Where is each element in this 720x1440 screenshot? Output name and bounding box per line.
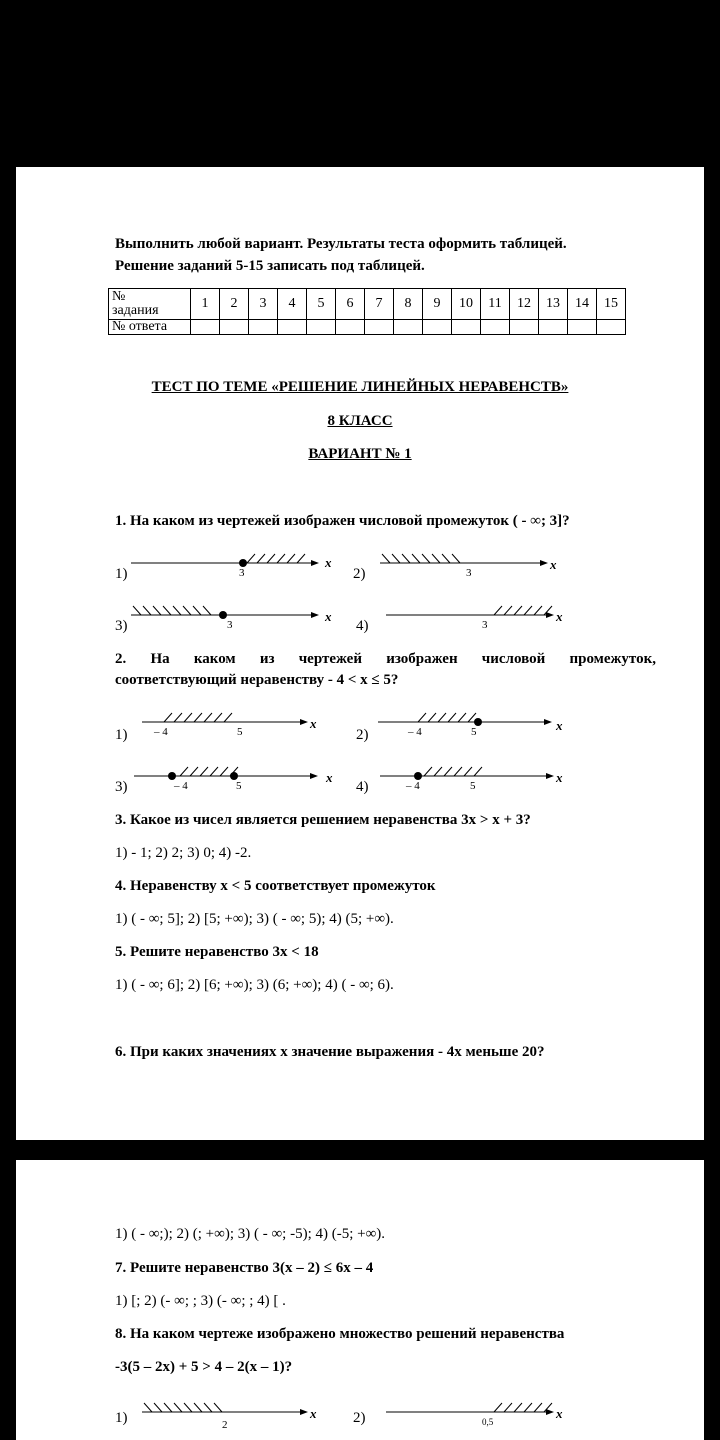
page-2 [16,1160,704,1440]
q1-text: 1. На каком из чертежей изображен числовой промежуток ( - ∞; 3]? [115,513,570,529]
q4-text: 4. Неравенству x < 5 соответствует промежуток [115,878,436,894]
q8-option-2-tick: 0,5 [482,1417,494,1427]
task-number-cell: 7 [365,289,394,320]
answer-cell[interactable] [394,320,423,335]
q2-word: числовой [481,651,546,667]
q6-answers: 1) ( - ∞;); 2) (; +∞); 3) ( - ∞; -5); 4) (-5; +∞). [115,1226,386,1242]
answer-cell[interactable] [423,320,452,335]
q3-text: 3. Какое из чисел является решением неравенства 3x > x + 3? [115,812,531,828]
q4-answers: 1) ( - ∞; 5]; 2) [5; +∞); 3) ( - ∞; 5); 4) (5; +∞). [115,911,394,927]
intro-line-2: Решение заданий 5-15 записать под таблицей. [115,258,425,274]
q2-line-2: соответствующий неравенству - 4 < x ≤ 5? [115,672,399,688]
q8-option-1-number-line [142,1396,342,1432]
answer-cell[interactable] [220,320,249,335]
q1-option-1-label: 1) [115,566,128,582]
answer-table [108,288,626,335]
answer-cell[interactable] [597,320,626,335]
q1-option-4-number-line [386,599,586,629]
task-number-row [109,289,626,320]
axis-label: x [556,1406,563,1421]
axis-label: x [556,770,563,785]
q8-line-1: 8. На каком чертеже изображено множество решений неравенства [115,1326,565,1342]
answer-cell[interactable] [191,320,220,335]
q2-option-1-tick-a: – 4 [154,726,168,738]
q2-word: из [259,651,275,667]
test-title: ТЕСТ ПО ТЕМЕ «РЕШЕНИЕ ЛИНЕЙНЫХ НЕРАВЕНСТВ» [151,379,569,395]
q2-line-1 [115,650,656,668]
q7-text: 7. Решите неравенство 3(x – 2) ≤ 6x – 4 [115,1260,374,1276]
q1-option-2-label: 2) [353,566,366,582]
q2-option-4-label: 4) [356,779,369,795]
q5-text: 5. Решите неравенство 3x < 18 [115,944,319,960]
answer-cell[interactable] [539,320,568,335]
axis-label: x [310,716,317,731]
task-number-cell: 12 [510,289,539,320]
q2-word: изображен [386,651,458,667]
answer-cell[interactable] [278,320,307,335]
answer-cell[interactable] [365,320,394,335]
task-number-cell: 10 [452,289,481,320]
q2-option-4-number-line [380,760,580,790]
q8-option-2-label: 2) [353,1410,366,1426]
task-number-cell: 5 [307,289,336,320]
answer-row [109,320,626,335]
axis-label: x [550,557,557,572]
axis-label: x [556,718,563,733]
task-number-cell: 15 [597,289,626,320]
q1-option-4-tick: 3 [482,619,488,631]
task-number-cell: 4 [278,289,307,320]
q5-answers: 1) ( - ∞; 6]; 2) [6; +∞); 3) (6; +∞); 4) ( - ∞; 6). [115,977,394,993]
axis-label: x [310,1406,317,1421]
q2-option-2-number-line [378,708,578,738]
q8-option-1-tick: 2 [222,1419,228,1431]
task-number-cell: 14 [568,289,597,320]
header-symbol: № [112,289,126,304]
q2-option-3-tick-b: 5 [236,780,242,792]
answer-cell[interactable] [249,320,278,335]
q7-answers: 1) [; 2) (- ∞; ; 3) (- ∞; ; 4) [ . [115,1293,286,1309]
q2-word: 2. [115,651,127,667]
q2-option-2-tick-b: 5 [471,726,477,738]
task-number-cell: 2 [220,289,249,320]
axis-label: x [325,555,332,570]
q2-word: чертежей [298,651,362,667]
page-1 [16,167,704,1140]
answer-cell[interactable] [452,320,481,335]
answer-cell[interactable] [336,320,365,335]
q2-option-3-number-line [134,760,344,790]
q2-option-3-label: 3) [115,779,128,795]
q6-text: 6. При каких значениях x значение выражения - 4x меньше 20? [115,1044,545,1060]
axis-label: x [326,770,333,785]
answer-cell[interactable] [307,320,336,335]
task-number-cell: 13 [539,289,568,320]
q2-option-4-tick-a: – 4 [406,780,420,792]
q2-word: На [150,651,170,667]
q8-option-2-number-line [386,1396,586,1432]
answer-cell[interactable] [510,320,539,335]
q2-option-1-tick-b: 5 [237,726,243,738]
grade-title: 8 КЛАСС [327,413,393,429]
q2-option-2-label: 2) [356,727,369,743]
q2-word: промежуток, [569,651,656,667]
q1-option-2-number-line [380,547,580,577]
task-number-cell: 1 [191,289,220,320]
task-number-cell: 11 [481,289,510,320]
axis-label: x [325,609,332,624]
task-number-cell: 6 [336,289,365,320]
q2-option-1-label: 1) [115,727,128,743]
q1-option-1-tick: 3 [239,567,245,579]
q1-option-3-number-line [131,599,341,629]
axis-label: x [556,609,563,624]
task-number-cell: 9 [423,289,452,320]
task-number-cell: 3 [249,289,278,320]
answer-number-header: № ответа [109,320,191,335]
q2-option-1-number-line [142,708,342,738]
answer-cell[interactable] [481,320,510,335]
q2-word: каком [193,651,236,667]
q2-option-2-tick-a: – 4 [408,726,422,738]
task-number-header [109,289,191,320]
q2-option-4-tick-b: 5 [470,780,476,792]
q1-option-3-label: 3) [115,618,128,634]
header-word: задания [112,303,159,318]
task-number-cell: 8 [394,289,423,320]
intro-line-1: Выполнить любой вариант. Результаты теста оформить таблицей. [115,236,567,252]
q8-line-2: -3(5 – 2x) + 5 > 4 – 2(x – 1)? [115,1359,293,1375]
q1-option-1-number-line [131,547,331,577]
q8-option-1-label: 1) [115,1410,128,1426]
q3-answers: 1) - 1; 2) 2; 3) 0; 4) -2. [115,845,252,861]
q1-option-3-tick: 3 [227,619,233,631]
answer-cell[interactable] [568,320,597,335]
q1-option-4-label: 4) [356,618,369,634]
variant-title: ВАРИАНТ № 1 [308,446,412,462]
q2-option-3-tick-a: – 4 [174,780,188,792]
q1-option-2-tick: 3 [466,567,472,579]
